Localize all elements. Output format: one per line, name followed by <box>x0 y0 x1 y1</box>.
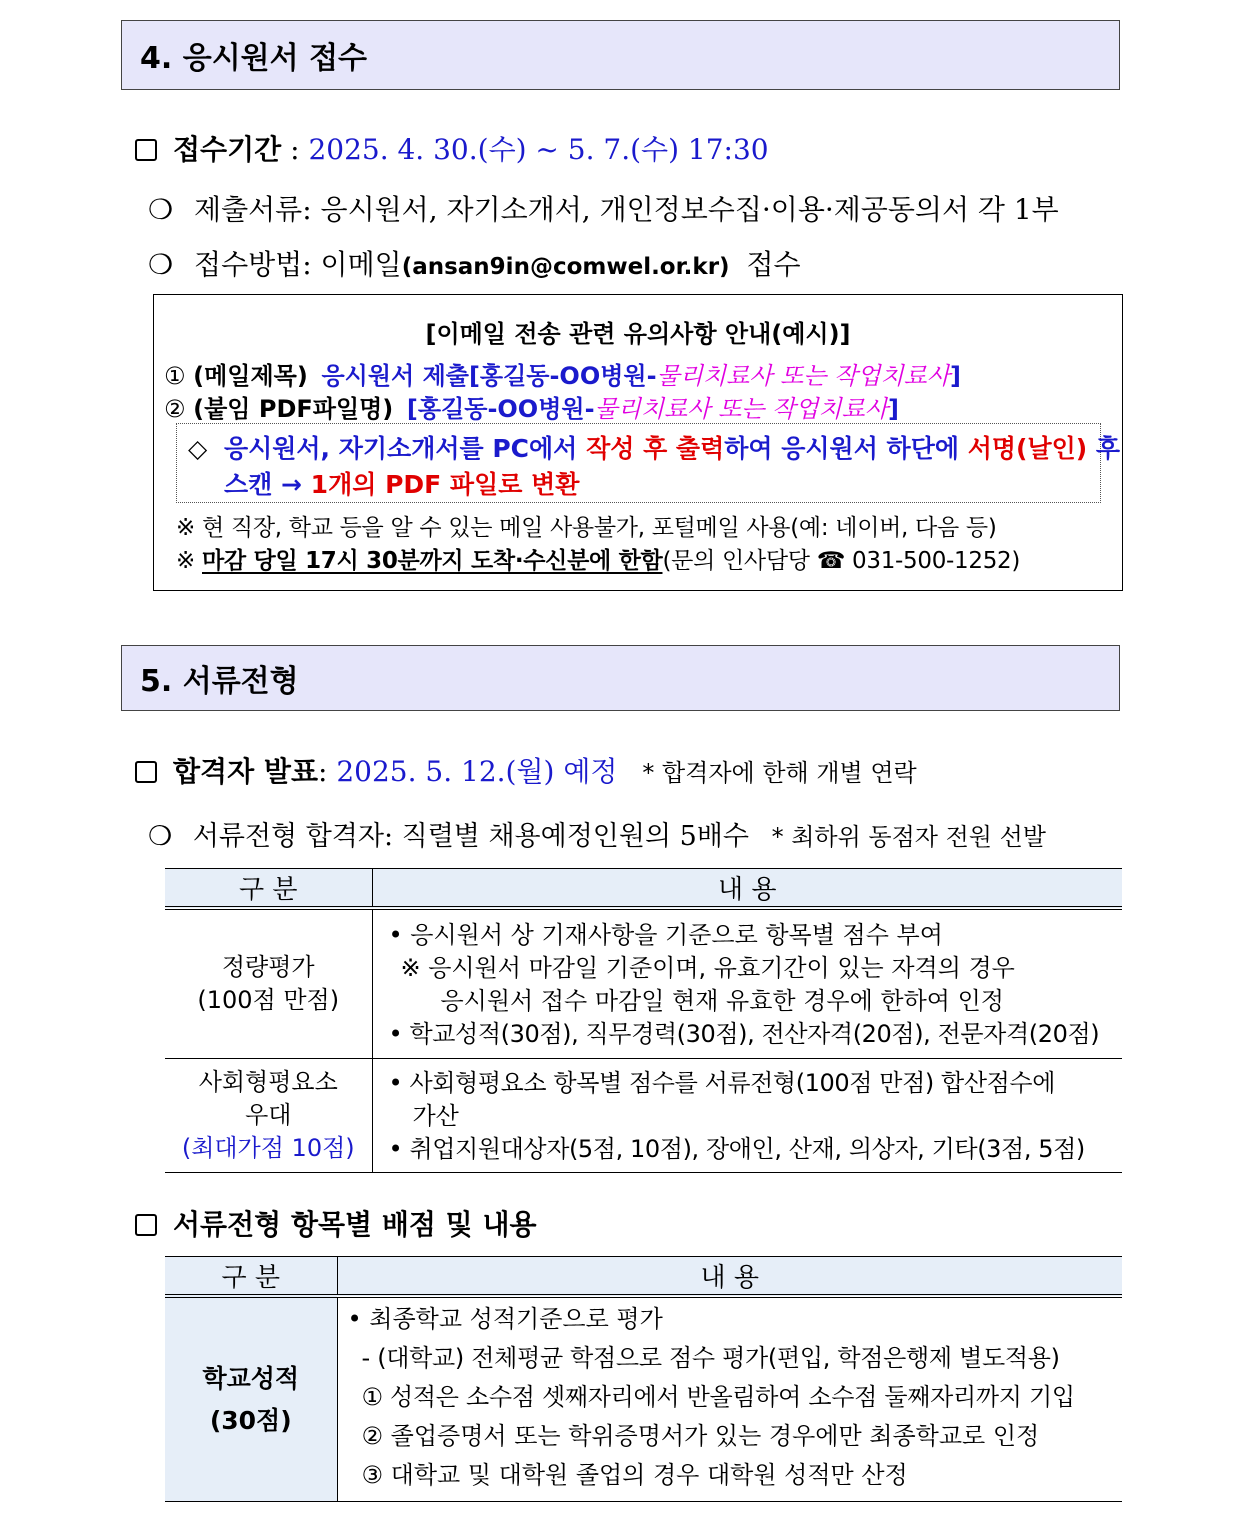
method-line <box>148 243 801 283</box>
circled-one-icon: ① <box>164 362 186 390</box>
school-grade-table <box>165 1256 1122 1502</box>
notice-title: [이메일 전송 관련 유의사항 안내(예시)] <box>425 320 851 348</box>
box-p5: 후 <box>1095 434 1121 463</box>
box-p4: 서명(날인) <box>967 434 1088 463</box>
table-header-row <box>165 1257 1122 1297</box>
note-mark: ※ <box>176 548 195 574</box>
item2-blue: [홍길동-OO병원- <box>406 395 595 423</box>
left-2: (30점) <box>209 1405 292 1435</box>
r4: ② 졸업증명서 또는 학위증명서가 있는 경우에만 최종학교로 인정 <box>361 1422 1040 1450</box>
row2-left-2: 우대 <box>245 1100 292 1129</box>
method-pre: 접수방법: 이메일 <box>194 248 402 281</box>
row2-left-1: 사회형평요소 <box>198 1067 338 1096</box>
period-colon: : <box>281 133 309 166</box>
checkbox-square-icon <box>135 761 157 783</box>
notice-note2 <box>176 542 1020 575</box>
row1-r4: • 학교성적(30점), 직무경력(30점), 전산자격(20점), 전문자격(20점) <box>388 1019 1100 1048</box>
header-content: 내 용 <box>337 1257 1122 1297</box>
evaluation-table <box>165 868 1122 1173</box>
r2: - (대학교) 전체평균 학점으로 점수 평가(편입, 학점은행제 별도적용) <box>361 1344 1060 1372</box>
item1-blue: 응시원서 제출[홍길동-OO병원- <box>321 362 657 390</box>
table-row <box>165 908 1122 1058</box>
school-grade-category <box>165 1296 337 1502</box>
box-line2 <box>224 465 579 501</box>
row2-left-3: (최대가점 10점) <box>181 1133 355 1162</box>
school-grade-content <box>337 1296 1122 1502</box>
circle-bullet-icon: ❍ <box>148 821 173 852</box>
pass-note: * 최하위 동점자 전원 선발 <box>771 823 1046 851</box>
announce-label: 합격자 발표 <box>173 755 318 788</box>
note2-tail: (문의 인사담당 ☎ 031-500-1252) <box>662 548 1021 574</box>
row1-left-2: (100점 만점) <box>197 985 340 1014</box>
section5-title: 5. 서류전형 <box>140 664 299 699</box>
section4-title: 4. 응시원서 접수 <box>140 41 368 76</box>
docs-line <box>148 188 1059 228</box>
header-content: 내 용 <box>372 869 1122 909</box>
r3: ① 성적은 소수점 셋째자리에서 반올림하여 소수점 둘째자리까지 기입 <box>361 1383 1075 1411</box>
circle-bullet-icon: ❍ <box>148 248 174 281</box>
notice-item2 <box>164 389 899 424</box>
row1-r2: ※ 응시원서 마감일 기준이며, 유효기간이 있는 자격의 경우 <box>400 953 1015 982</box>
announce-line <box>135 750 917 790</box>
checkbox-square-icon <box>135 139 157 161</box>
box-line1 <box>188 429 1120 465</box>
table-header-row <box>165 869 1122 909</box>
row1-r1: • 응시원서 상 기재사항을 기준으로 항목별 점수 부여 <box>388 920 943 949</box>
r1: • 최종학교 성적기준으로 평가 <box>347 1305 663 1333</box>
method-email[interactable]: (ansan9in@comwel.or.kr) <box>401 254 730 280</box>
header-category: 구 분 <box>165 1257 337 1297</box>
announce-colon: : <box>318 755 337 788</box>
row2-category <box>165 1058 372 1172</box>
period-value: 2025. 4. 30.(수) ~ 5. 7.(수) 17:30 <box>308 133 769 166</box>
section5-header <box>121 645 1120 711</box>
item2-end: ] <box>888 395 899 423</box>
box-p3: 하여 응시원서 하단에 <box>724 434 959 463</box>
r5: ③ 대학교 및 대학원 졸업의 경우 대학원 성적만 산정 <box>361 1461 908 1489</box>
box-p1: 응시원서, 자기소개서를 PC에서 <box>223 434 578 463</box>
announce-note: * 합격자에 한해 개별 연락 <box>642 759 917 787</box>
item2-label: (붙임 PDF파일명) <box>193 395 394 423</box>
period-label: 접수기간 <box>173 133 282 166</box>
item1-mag: 물리치료사 또는 작업치료사 <box>656 362 951 390</box>
row1-r3: 응시원서 접수 마감일 현재 유효한 경우에 한하여 인정 <box>440 986 1004 1015</box>
box-p2: 작성 후 출력 <box>586 434 725 463</box>
box-l2-p1: 스캔 → <box>224 470 302 499</box>
row1-category <box>165 908 372 1058</box>
section4-header <box>121 20 1120 90</box>
pass-line <box>148 814 1046 853</box>
announce-value: 2025. 5. 12.(월) 예정 <box>336 755 618 788</box>
method-post: 접수 <box>746 248 801 281</box>
pass-text: 서류전형 합격자: 직렬별 채용예정인원의 5배수 <box>192 821 749 852</box>
notice-item1 <box>164 356 961 391</box>
period-line <box>135 128 769 168</box>
row2-r3: • 취업지원대상자(5점, 10점), 장애인, 산재, 의상자, 기타(3점, 5점) <box>388 1134 1085 1163</box>
checkbox-square-icon <box>135 1214 157 1236</box>
item2-mag: 물리치료사 또는 작업치료사 <box>594 395 889 423</box>
row1-left-1: 정량평가 <box>221 952 315 981</box>
row2-content <box>372 1058 1122 1172</box>
left-1: 학교성적 <box>202 1363 300 1393</box>
items-heading-text: 서류전형 항목별 배점 및 내용 <box>173 1208 537 1241</box>
notice-note1: ※ 현 직장, 학교 등을 알 수 있는 메일 사용불가, 포털메일 사용(예: 네이버, 다음 등) <box>176 515 997 541</box>
items-heading <box>135 1203 537 1243</box>
docs-text: 제출서류: 응시원서, 자기소개서, 개인정보수집·이용·제공동의서 각 1부 <box>194 193 1059 226</box>
table-row <box>165 1058 1122 1172</box>
row1-content <box>372 908 1122 1058</box>
item1-end: ] <box>950 362 961 390</box>
diamond-icon: ◇ <box>188 434 208 463</box>
table-row <box>165 1296 1122 1502</box>
item1-label: (메일제목) <box>193 362 308 390</box>
row2-r2: 가산 <box>412 1101 459 1130</box>
note2-bold: 마감 당일 17시 30분까지 도착·수신분에 한함 <box>202 548 663 574</box>
circled-two-icon: ② <box>164 395 186 423</box>
circle-bullet-icon: ❍ <box>148 193 174 226</box>
row2-r1: • 사회형평요소 항목별 점수를 서류전형(100점 만점) 합산점수에 <box>388 1068 1055 1097</box>
box-l2-p2: 1개의 PDF 파일로 변환 <box>310 470 580 499</box>
header-category: 구 분 <box>165 869 372 909</box>
